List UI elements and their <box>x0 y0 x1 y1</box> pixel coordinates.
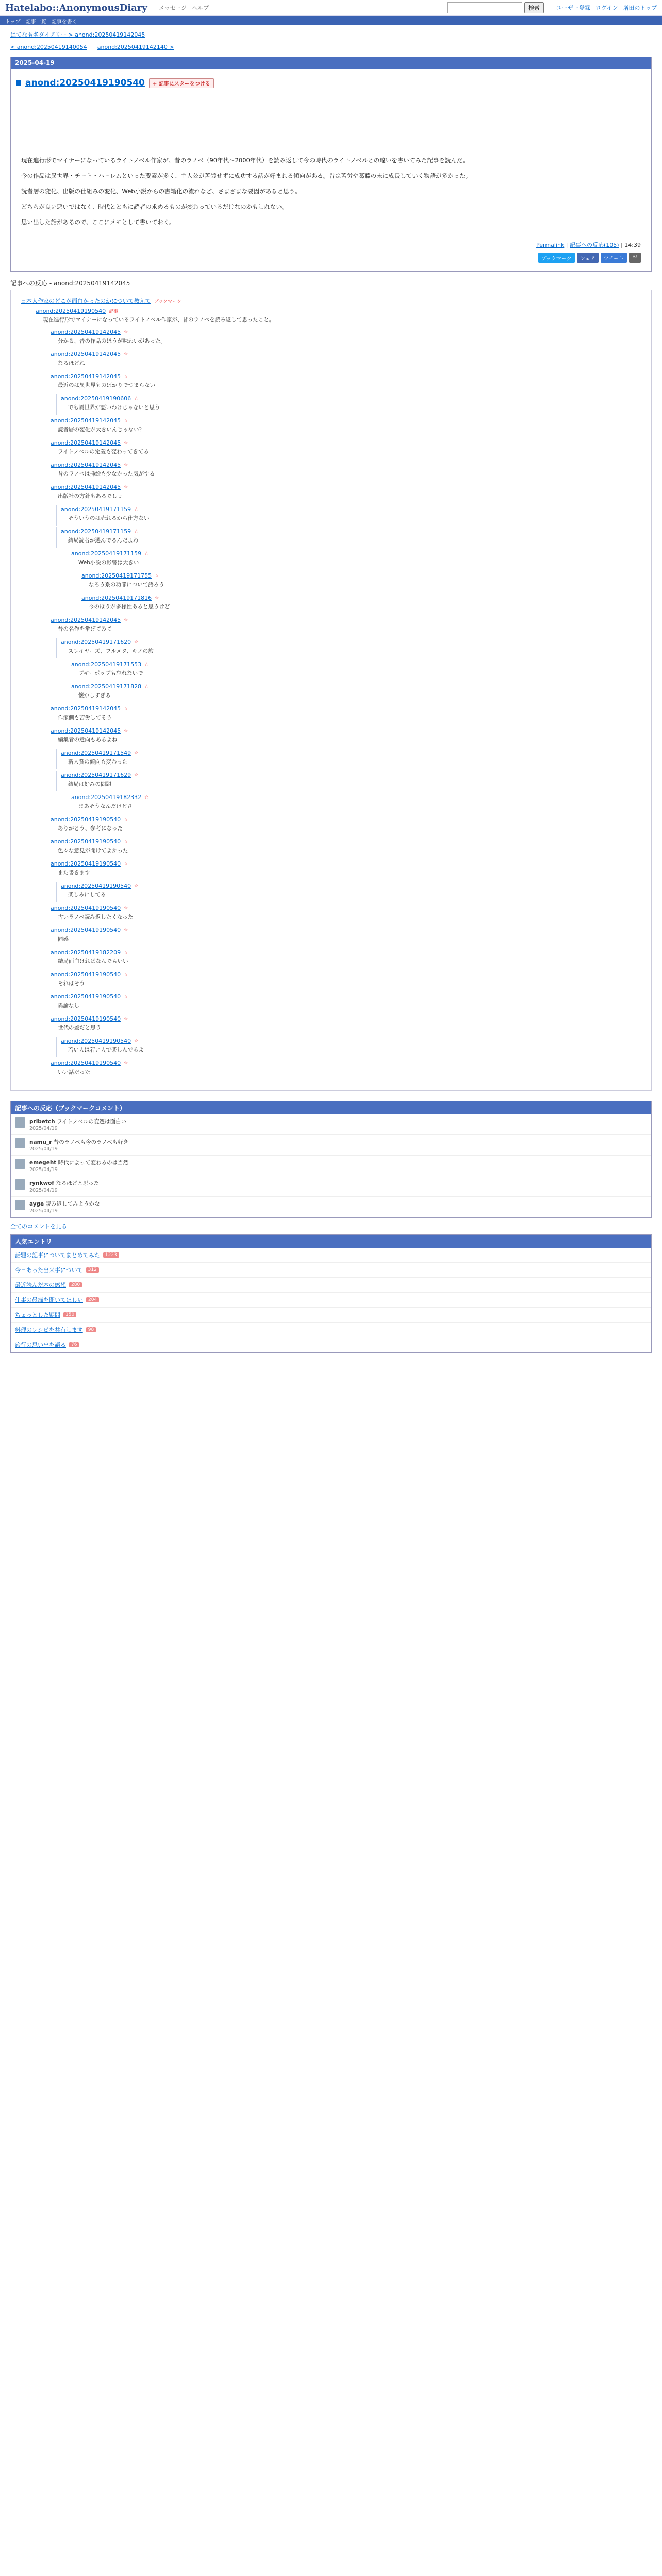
tree-node-link[interactable]: anond:20250419190540 <box>51 860 121 867</box>
star-icon[interactable]: ☆ <box>144 662 149 667</box>
tree-node-link[interactable]: anond:20250419171620 <box>61 639 131 646</box>
tree-node <box>46 1059 646 1079</box>
avatar[interactable] <box>15 1138 25 1148</box>
top-link[interactable]: 増田のトップ <box>623 5 657 11</box>
node-text: 昔の名作を挙げてみて <box>58 626 112 632</box>
tree-node <box>67 682 646 703</box>
node-text: 昔のラノベは挿絵も少なかった気がする <box>58 471 155 477</box>
star-icon[interactable]: ☆ <box>144 794 149 800</box>
tree-section-title: 記事への反応 - anond:20250419142045 <box>10 280 130 287</box>
node-badge: ブックマーク <box>154 299 182 304</box>
bookmark-user[interactable]: namu_r <box>29 1139 52 1145</box>
header-right-links <box>556 4 657 12</box>
tree-node-link[interactable]: anond:20250419171629 <box>61 772 131 778</box>
tree-node <box>67 660 646 681</box>
node-text: ライトノベルの定義も変わってきてる <box>58 449 150 455</box>
star-icon[interactable]: ☆ <box>134 772 139 778</box>
tree-node-link[interactable]: anond:20250419190540 <box>51 971 121 978</box>
tree-node-link[interactable]: anond:20250419190540 <box>51 1060 121 1066</box>
tree-node-link[interactable]: anond:20250419190540 <box>61 883 131 889</box>
tree-node-link[interactable]: anond:20250419142045 <box>51 705 121 712</box>
star-icon[interactable]: ☆ <box>134 883 139 889</box>
bookmark-comment: なるほどと思った <box>56 1180 100 1187</box>
top-menu <box>159 4 209 12</box>
bookmark-count: 204 <box>86 1297 99 1302</box>
node-text: なるほどね <box>58 360 85 366</box>
popular-entry <box>11 1293 651 1308</box>
top-bar <box>0 0 662 16</box>
responses-link[interactable]: 記事への反応(105) <box>570 242 619 248</box>
node-text: でも異世界が悪いわけじゃないと思う <box>68 404 160 411</box>
prev-next-nav <box>0 41 662 54</box>
node-text: 分かる、昔の作品のほうが味わいがあった。 <box>58 338 166 344</box>
node-text: 楽しみにしてる <box>68 892 106 898</box>
bookmark-comment: 時代によって変わるのは当然 <box>58 1160 129 1166</box>
node-text: いい話だった <box>58 1069 90 1075</box>
tree-node <box>77 594 646 614</box>
tree-node-link[interactable]: anond:20250419142045 <box>51 417 121 424</box>
bookmark-user[interactable]: ayge <box>29 1201 44 1207</box>
node-text: ブギーポップも忘れないで <box>78 670 143 676</box>
node-text: 読者層の変化が大きいんじゃない？ <box>58 427 144 433</box>
tree-node <box>46 416 646 437</box>
star-icon[interactable]: ☆ <box>124 329 128 335</box>
register-link[interactable]: ユーザー登録 <box>556 5 590 11</box>
tree-node <box>56 638 646 658</box>
tree-node <box>46 726 646 747</box>
bookmark-row <box>11 1135 651 1156</box>
entry-footer: Permalink | 記事への反応(105) | 14:39 <box>536 242 641 248</box>
tree-node-link[interactable]: anond:20250419142045 <box>51 329 121 335</box>
tree-node-link[interactable]: anond:20250419142045 <box>51 484 121 490</box>
popular-entry <box>11 1308 651 1323</box>
node-text: 同感 <box>58 936 69 942</box>
popular-entry <box>11 1337 651 1352</box>
node-text: 現在進行形でマイナーになっているライトノベル作家が、昔のラノベを読み返して思ったこと。 <box>43 317 275 323</box>
star-icon[interactable]: ☆ <box>124 728 128 734</box>
avatar[interactable] <box>15 1179 25 1190</box>
bookmark-comment: 読み返してみようかな <box>45 1201 100 1207</box>
node-text: 若い人は若い人で楽しんでるよ <box>68 1047 144 1053</box>
tree-node <box>56 1037 646 1057</box>
popular-entry-link[interactable]: 旅行の思い出を語る <box>15 1342 66 1348</box>
tree-node-link[interactable]: anond:20250419171159 <box>61 506 131 513</box>
bookmark-count: 1223 <box>103 1252 119 1258</box>
all-comments-link[interactable]: 全てのコメントを見る <box>10 1223 67 1230</box>
star-icon[interactable]: ☆ <box>134 750 139 756</box>
popular-entries <box>10 1234 652 1353</box>
node-text: 編集者の意向もあるよね <box>58 737 118 743</box>
menu-item[interactable]: メッセージ <box>158 5 187 11</box>
subnav-item[interactable]: 記事を書く <box>51 19 77 25</box>
bookmark-comment: ライトノベルの変遷は面白い <box>57 1118 127 1125</box>
bookmark-count: 280 <box>69 1282 82 1287</box>
tree-node-link[interactable]: anond:20250419190540 <box>51 838 121 845</box>
bookmark-row <box>11 1114 651 1135</box>
tree-node-link[interactable]: anond:20250419190540 <box>51 1015 121 1022</box>
tree-node-link[interactable]: anond:20250419171549 <box>61 750 131 756</box>
tree-node-link[interactable]: anond:20250419190540 <box>51 816 121 823</box>
tree-node <box>46 372 646 393</box>
bookmark-button[interactable]: ブックマーク <box>538 253 575 263</box>
next-entry-link[interactable]: anond:20250419142140 > <box>97 44 174 50</box>
node-text: 最近のは異世界ものばかりでつまらない <box>58 382 155 388</box>
star-icon[interactable]: ☆ <box>124 706 128 711</box>
entry-time: 14:39 <box>624 242 641 248</box>
bookmark-user[interactable]: emegeht <box>29 1160 57 1166</box>
popular-entry-link[interactable]: ちょっとした疑問 <box>15 1312 60 1318</box>
bookmark-date: 2025/04/19 <box>29 1208 58 1214</box>
hatena-b-button[interactable]: B! <box>629 253 641 263</box>
tree-node <box>56 394 646 415</box>
star-icon[interactable]: ☆ <box>134 396 139 401</box>
entry-date: 2025-04-19 <box>11 57 651 69</box>
tree-node <box>67 793 646 814</box>
star-icon[interactable]: ☆ <box>124 817 128 822</box>
tree-node <box>56 749 646 769</box>
share-button[interactable]: シェア <box>577 253 599 263</box>
node-text: 結局面白ければなんでもいい <box>58 958 128 964</box>
star-icon[interactable]: ☆ <box>124 927 128 933</box>
tree-node <box>46 328 646 348</box>
node-text: 結局は好みの問題 <box>68 781 111 787</box>
star-icon[interactable]: ☆ <box>144 684 149 689</box>
star-icon[interactable]: ☆ <box>124 484 128 490</box>
star-icon[interactable]: ☆ <box>155 595 159 601</box>
star-icon[interactable]: ☆ <box>124 462 128 468</box>
entry-paragraph: 思い出した話があるので、ここにメモとして書いておく。 <box>21 218 175 226</box>
popular-entry-link[interactable]: 話題の記事についてまとめてみた <box>15 1252 100 1259</box>
bookmark-count: 150 <box>63 1312 76 1317</box>
tree-node-link[interactable]: anond:20250419142045 <box>51 373 121 380</box>
tree-node <box>46 904 646 924</box>
tree-node <box>56 882 646 902</box>
bookmark-user[interactable]: pribetch <box>29 1118 55 1125</box>
search-area <box>447 2 544 13</box>
star-icon[interactable]: ☆ <box>124 972 128 977</box>
star-icon[interactable]: ☆ <box>124 839 128 844</box>
tree-node-link[interactable]: anond:20250419182332 <box>71 794 142 801</box>
tree-node-link[interactable]: anond:20250419190606 <box>61 395 131 402</box>
node-text: また書きます <box>58 870 90 876</box>
bookmark-comment: 昔のラノベも今のラノベも好き <box>53 1139 129 1145</box>
star-icon[interactable]: ☆ <box>134 529 139 534</box>
tweet-button[interactable]: ツイート <box>601 253 627 263</box>
search-button[interactable]: 検索 <box>524 2 544 13</box>
star-icon[interactable]: ☆ <box>155 573 159 579</box>
star-icon[interactable]: ☆ <box>144 551 149 556</box>
tree-node <box>46 926 646 946</box>
popular-entry-link[interactable]: 料理のレシピを共有します <box>15 1327 83 1333</box>
login-link[interactable]: ログイン <box>595 5 618 11</box>
popular-entry <box>11 1248 651 1263</box>
entry-paragraph: どちらが良い悪いではなく、時代とともに読者の求めるものが変わっているだけなのかもしれない。 <box>21 203 288 210</box>
bookmark-count: 76 <box>69 1342 79 1347</box>
tree-node-link[interactable]: anond:20250419142045 <box>51 462 121 468</box>
star-icon[interactable]: ☆ <box>124 950 128 955</box>
entry-body <box>21 155 641 227</box>
star-icon[interactable]: ☆ <box>124 374 128 379</box>
node-text: Web小説の影響は大きい <box>78 560 139 566</box>
tree-node <box>31 307 646 1082</box>
tree-node <box>46 1014 646 1035</box>
bookmark-date: 2025/04/19 <box>29 1146 58 1152</box>
node-text: 結局読者が選んでるんだよね <box>68 537 139 544</box>
entry-paragraph: 読者層の変化、出版の仕組みの変化、Web小説からの書籍化の流れなど、さまざまな要因があると思う。 <box>21 188 301 195</box>
star-icon[interactable]: ☆ <box>124 617 128 623</box>
all-comments-link-wrap <box>10 1222 652 1230</box>
tree-node-link[interactable]: anond:20250419190540 <box>61 1038 131 1044</box>
tree-node <box>46 992 646 1013</box>
entry-paragraph: 今の作品は異世界・チート・ハーレムといった要素が多く、主人公が苦労せずに成功する話が好まれる傾向がある。昔は苦労や葛藤の末に成長していく物語が多かった。 <box>21 172 472 179</box>
star-icon[interactable]: ☆ <box>124 1060 128 1066</box>
bookmark-date: 2025/04/19 <box>29 1188 58 1193</box>
tree-node <box>56 505 646 526</box>
bookmark-panel <box>10 1101 652 1218</box>
tree-node <box>46 948 646 969</box>
entry-box <box>10 57 652 272</box>
bookmark-row <box>11 1156 651 1176</box>
tree-node <box>46 815 646 836</box>
square-icon <box>16 80 21 86</box>
popular-entry <box>11 1263 651 1278</box>
entry-paragraph: 現在進行形でマイナーになっているライトノベル作家が、昔のラノベ（90年代〜2000年代）を読み返して今の時代のライトノベルとの違いを書いてみた記事を読んだ。 <box>21 157 469 164</box>
star-icon[interactable]: ☆ <box>134 1038 139 1044</box>
tree-node-link[interactable]: anond:20250419171159 <box>71 550 142 557</box>
tree-node-link[interactable]: anond:20250419182209 <box>51 949 121 956</box>
tree-node <box>46 704 646 725</box>
node-text: 異論なし <box>58 1003 79 1009</box>
node-text: 今のほうが多様性あると思うけど <box>89 604 170 610</box>
tree-node-link[interactable]: anond:20250419171755 <box>81 572 152 579</box>
bookmark-row <box>11 1197 651 1217</box>
bookmark-date: 2025/04/19 <box>29 1167 58 1173</box>
bookmark-count: 312 <box>86 1267 99 1273</box>
tree-node-link[interactable]: anond:20250419190540 <box>51 927 121 934</box>
tree-node-link[interactable]: anond:20250419142045 <box>51 351 121 358</box>
bookmark-row <box>11 1176 651 1197</box>
popular-entry-link[interactable]: 最近読んだ本の感想 <box>15 1282 66 1289</box>
tree-node-link[interactable]: anond:20250419142045 <box>51 439 121 446</box>
breadcrumb <box>0 25 662 41</box>
tree-node-link[interactable]: anond:20250419171816 <box>81 595 152 601</box>
tree-node <box>46 859 646 880</box>
tree-node-link[interactable]: anond:20250419190540 <box>36 308 106 314</box>
node-text: それはそう <box>58 980 85 987</box>
tree-node-link[interactable]: anond:20250419171553 <box>71 661 142 668</box>
entry-title[interactable]: anond:20250419190540 <box>25 78 145 88</box>
tree-node <box>46 438 646 459</box>
tree-node-link[interactable]: anond:20250419190540 <box>51 993 121 1000</box>
star-icon[interactable]: ☆ <box>124 351 128 357</box>
popular-entry-link[interactable]: 今日あった出来事について <box>15 1267 83 1274</box>
tree-node <box>67 549 646 570</box>
node-text: 色々な意見が聞けてよかった <box>58 848 128 854</box>
tree-node <box>46 483 646 503</box>
tree-root-node <box>16 296 646 1084</box>
popular-entry <box>11 1323 651 1337</box>
node-text: なろう系の功罪について語ろう <box>89 582 164 588</box>
add-star-button[interactable]: + 記事にスターをつける <box>149 78 214 88</box>
node-text: ありがとう、参考になった <box>58 825 123 832</box>
star-icon[interactable]: ☆ <box>124 994 128 999</box>
prev-entry-link[interactable]: < anond:20250419140054 <box>10 44 87 50</box>
tree-node <box>46 970 646 991</box>
star-icon[interactable]: ☆ <box>124 418 128 423</box>
star-icon[interactable]: ☆ <box>124 1016 128 1022</box>
node-text: そういうのは売れるから仕方ない <box>68 515 150 521</box>
node-badge: 記事 <box>109 309 119 314</box>
tree-node <box>46 461 646 481</box>
subnav-item[interactable]: 記事一覧 <box>25 19 46 25</box>
node-text: 懐かしすぎる <box>78 692 111 699</box>
tree-node <box>46 837 646 858</box>
tree-node <box>56 527 646 548</box>
tree-node <box>56 771 646 791</box>
node-text: 新人賞の傾向も変わった <box>68 759 128 765</box>
node-text: スレイヤーズ、フルメタ、キノの旅 <box>68 648 154 654</box>
tree-node-link[interactable]: anond:20250419171159 <box>61 528 131 535</box>
avatar[interactable] <box>15 1159 25 1169</box>
entry-title-row <box>16 78 646 88</box>
avatar[interactable] <box>15 1200 25 1210</box>
tree-node-link[interactable]: 日本人作家のどこが面白かったのかについて教えて <box>21 298 151 304</box>
avatar[interactable] <box>15 1117 25 1128</box>
bookmark-count: 98 <box>86 1327 96 1332</box>
menu-item[interactable]: ヘルプ <box>192 5 209 11</box>
tree-node <box>77 571 646 592</box>
permalink[interactable]: Permalink <box>536 242 565 248</box>
star-icon[interactable]: ☆ <box>124 905 128 911</box>
popular-entry <box>11 1278 651 1293</box>
node-text: 世代の差だと思う <box>58 1025 101 1031</box>
popular-entry-link[interactable]: 仕事の愚痴を聞いてほしい <box>15 1297 83 1303</box>
share-buttons <box>16 253 641 263</box>
tree-node-link[interactable]: anond:20250419171828 <box>71 683 142 690</box>
star-icon[interactable]: ☆ <box>124 440 128 446</box>
bookmark-date: 2025/04/19 <box>29 1126 58 1131</box>
star-icon[interactable]: ☆ <box>134 506 139 512</box>
node-text: 古いラノベ読み返したくなった <box>58 914 134 920</box>
tree-node <box>46 350 646 370</box>
star-icon[interactable]: ☆ <box>124 861 128 867</box>
bookmark-user[interactable]: rynkwof <box>29 1180 54 1187</box>
node-text: まあそうなんだけどさ <box>78 803 133 809</box>
site-logo[interactable]: Hatelabo::AnonymousDiary <box>5 2 147 13</box>
node-text: 出版社の方針もあるでしょ <box>58 493 123 499</box>
star-icon[interactable]: ☆ <box>134 639 139 645</box>
sub-nav <box>0 16 662 25</box>
tree-node <box>46 616 646 636</box>
tree-node-link[interactable]: anond:20250419142045 <box>51 617 121 623</box>
node-text: 作家側も苦労してそう <box>58 715 112 721</box>
popular-title: 人気エントリ <box>11 1235 651 1248</box>
search-input[interactable] <box>447 2 522 13</box>
tree-node-link[interactable]: anond:20250419190540 <box>51 905 121 911</box>
breadcrumb-link[interactable]: はてな匿名ダイアリー > anond:20250419142045 <box>10 31 145 38</box>
bookmark-panel-title: 記事への反応（ブックマークコメント） <box>11 1101 651 1114</box>
tree-node-link[interactable]: anond:20250419142045 <box>51 727 121 734</box>
subnav-item[interactable]: トップ <box>5 19 21 25</box>
response-tree <box>10 290 652 1091</box>
